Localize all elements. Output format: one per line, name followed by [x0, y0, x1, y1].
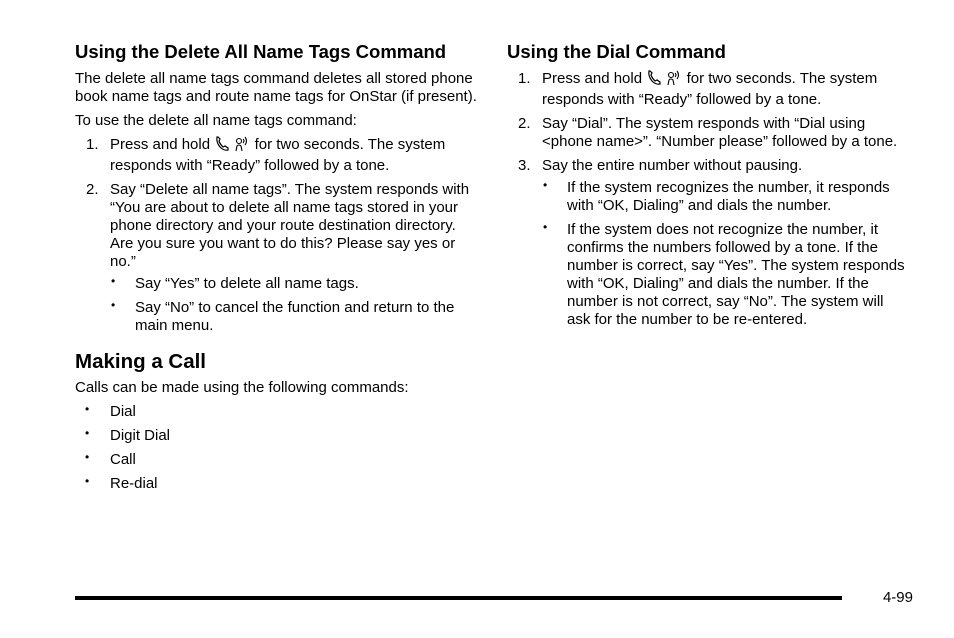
to-use-paragraph: To use the delete all name tags command:: [75, 112, 357, 129]
step-text-pre: Press and hold: [110, 136, 211, 153]
heading-making-a-call: Making a Call: [75, 350, 207, 373]
list-item: • Say “Yes” to delete all name tags.: [110, 275, 480, 293]
list-item: • If the system does not recognize the number, it confirms the numbers followed by a tone. If the number is correct, say “Yes”. The system responds with “OK, Dialing” and dials the number. If the number is not correct, say “No”. The system will ask for the number to be re-entered.: [542, 221, 907, 329]
voice-recognition-icon: [235, 136, 249, 157]
step2-bullets: [110, 275, 480, 335]
list-item: • Re-dial: [75, 475, 480, 493]
list-item: • Digit Dial: [75, 427, 480, 445]
step-text: Say the entire number without pausing.: [542, 157, 803, 174]
step-text: Say “Delete all name tags”. The system responds with “You are about to delete all name tags stored in your phone directory and your route destination directory. Are you sure you want to do this? Please say yes or no.”: [110, 181, 470, 270]
delete-steps-list: [75, 136, 480, 335]
list-item: [75, 181, 480, 335]
left-column: [75, 40, 480, 499]
step-text-post: for two seconds. The system responds with “Ready” followed by a tone.: [110, 136, 446, 174]
footer-rule: [75, 596, 842, 600]
step-number: 3.: [518, 157, 531, 174]
list-item: • If the system recognizes the number, it responds with “OK, Dialing” and dials the number.: [542, 179, 907, 215]
commands-list: [75, 403, 480, 493]
heading-delete-all-name-tags: Using the Delete All Name Tags Command: [75, 41, 447, 62]
right-column: [507, 40, 907, 335]
phone-handset-icon: [215, 136, 229, 157]
step-number: 2.: [86, 181, 99, 198]
list-item: [507, 70, 907, 109]
dial-steps-list: [507, 70, 907, 329]
list-item: • Dial: [75, 403, 480, 421]
step3-bullets: [542, 179, 907, 329]
list-item: • Call: [75, 451, 480, 469]
calls-intro-paragraph: Calls can be made using the following commands:: [75, 379, 409, 396]
list-item: [507, 157, 907, 329]
step-number: 2.: [518, 115, 531, 132]
step-text-pre: Press and hold: [542, 70, 643, 87]
list-item: • Say “No” to cancel the function and return to the main menu.: [110, 299, 480, 335]
step-text: Say “Dial”. The system responds with “Dial using <phone name>”. “Number please” followed by a tone.: [542, 115, 898, 150]
voice-recognition-icon: [667, 70, 681, 91]
delete-intro-paragraph: The delete all name tags command deletes all stored phone book name tags and route name tags for OnStar (if present).: [75, 70, 477, 105]
heading-dial-command: Using the Dial Command: [507, 41, 726, 62]
list-item: [507, 115, 907, 151]
phone-handset-icon: [647, 70, 661, 91]
page-number: 4-99: [882, 589, 913, 606]
step-number: 1.: [518, 70, 531, 87]
step-number: 1.: [86, 136, 99, 153]
step-text-post: for two seconds. The system responds with “Ready” followed by a tone.: [542, 70, 878, 108]
list-item: [75, 136, 480, 175]
